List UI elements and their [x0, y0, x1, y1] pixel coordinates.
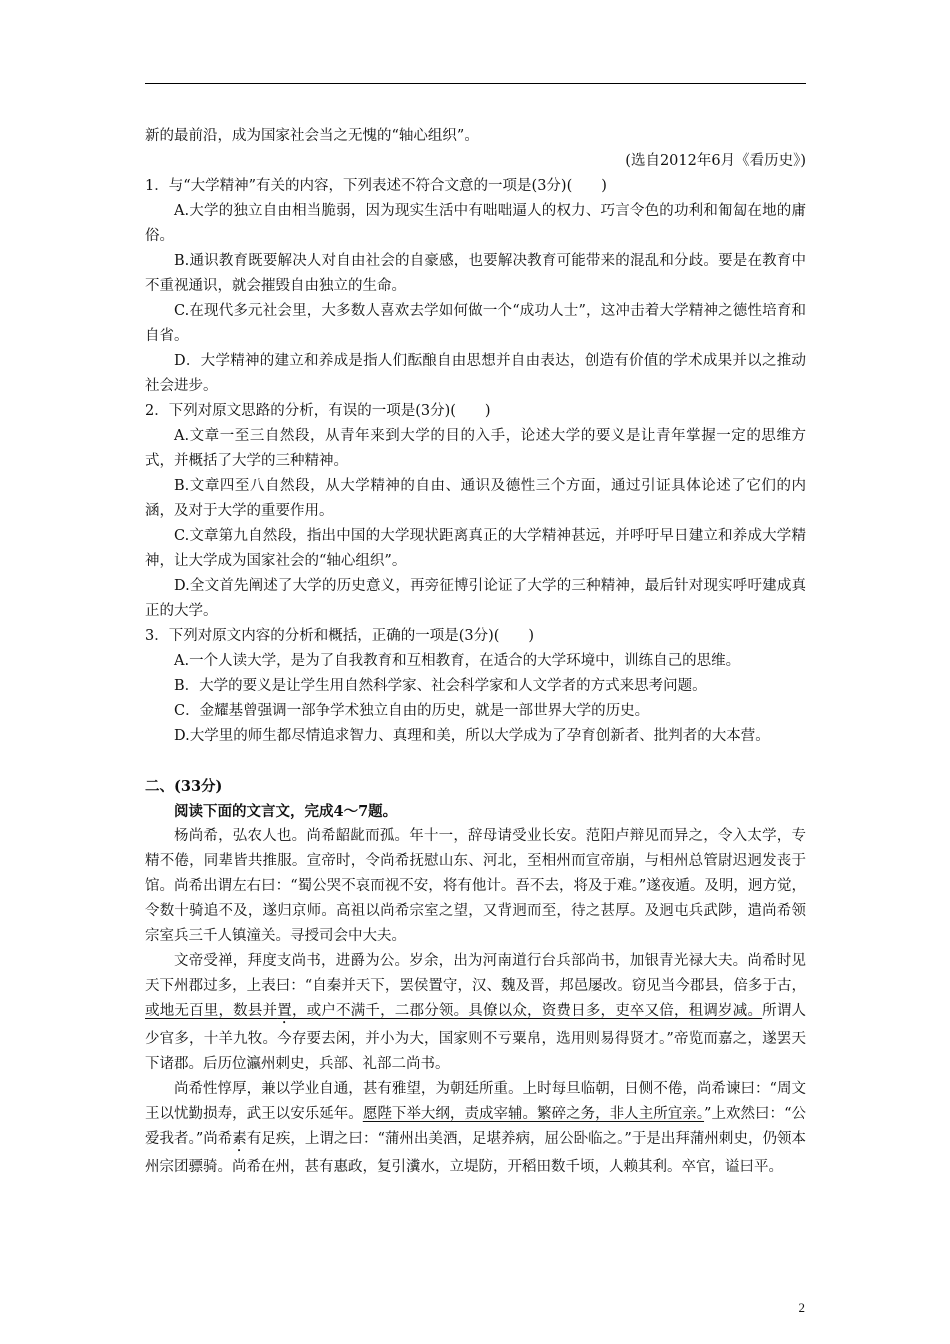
question-1-stem: 1．与“大学精神”有关的内容，下列表述不符合文意的一项是(3分)( ) [145, 178, 607, 194]
question-2-option-b: B.文章四至八自然段，从大学精神的自由、通识及德性三个方面，通过引证具体论述了它们的内涵，及对于大学的重要作用。 [145, 478, 806, 519]
question-3-stem: 3．下列对原文内容的分析和概括，正确的一项是(3分)( ) [145, 628, 535, 644]
question-3-option-d: D.大学里的师生都尽情追求智力、真理和美，所以大学成为了孕育创新者、批判者的大本营。 [174, 728, 770, 744]
source-citation: (选自2012年6月《看历史》) [625, 153, 806, 169]
question-1-option-d: D．大学精神的建立和养成是指人们酝酿自由思想并自由表达，创造有价值的学术成果并以之推动社会进步。 [145, 353, 806, 394]
question-3-option-a: A.一个人读大学，是为了自我教育和互相教育，在适合的大学环境中，训练自己的思维。 [174, 653, 741, 669]
emphasized-character: 置 [277, 1003, 292, 1019]
header-rule [145, 83, 806, 84]
classical-text-paragraph-3 [145, 1077, 806, 1180]
continuation-paragraph: 新的最前沿，成为国家社会当之无愧的“轴心组织”。 [145, 128, 479, 144]
paragraph-2-text-end: 所谓人少官多，十羊九牧。今存要去闲，并小为大，国家则不亏粟帛，选用则易得贤才。”帝览而嘉之，遂罢天下诸郡。后历位瀛州刺史，兵部、礼部二尚书。 [145, 1003, 807, 1072]
question-1-option-c: C.在现代多元社会里，大多数人喜欢去学如何做一个“成功人士”，这冲击着大学精神之德性培育和自省。 [145, 303, 806, 344]
underlined-sentence-1-part-1: 或地无百里，数县并 [145, 1003, 278, 1019]
classical-text-paragraph-1: 杨尚希，弘农人也。尚希龆龀而孤。年十一，辞母请受业长安。范阳卢辩见而异之，令入太学，专精不倦，同辈皆共推服。宣帝时，令尚希抚慰山东、河北，至相州而宣帝崩，与相州总管尉迟迥发丧于馆。尚希出谓左右曰：“蜀公哭不哀而视不安，将有他计。吾不去，将及于难。”遂夜遁。及明，迥方觉，令数十骑追不及，遂归京师。高祖以尚希宗室之望，又背迥而至，待之甚厚。及迥屯兵武陟，遣尚希领宗室兵三千人镇潼关。寻授司会中大夫。 [145, 828, 806, 944]
section-2-heading: 二、(33分) [145, 778, 223, 795]
section-spacer [145, 749, 806, 774]
question-3-option-c: C．金耀基曾强调一部争学术独立自由的历史，就是一部世界大学的历史。 [174, 703, 650, 719]
paragraph-3-text-mid: ”上欢然曰：“公爱我者。”尚希 [145, 1106, 807, 1147]
classical-text-paragraph-2 [145, 949, 806, 1077]
paragraph-3-text: 尚希性惇厚，兼以学业自通，甚有雅望，为朝廷所重。上时每旦临朝，日侧不倦，尚希谏曰：“周文王以忧勤损寿，武王以安乐延年。 [145, 1081, 806, 1122]
question-2-option-c: C.文章第九自然段，指出中国的大学现状距离真正的大学精神甚远，并呼吁早日建立和养成大学精神，让大学成为国家社会的“轴心组织”。 [145, 528, 806, 569]
page-number: 2 [798, 1300, 805, 1315]
question-3-option-b: B．大学的要义是让学生用自然科学家、社会科学家和人文学者的方式来思考问题。 [174, 678, 707, 694]
question-1-option-a: A.大学的独立自由相当脆弱，因为现实生活中有咄咄逼人的权力、巧言令色的功利和匍匐在地的庸俗。 [145, 203, 806, 244]
paragraph-2-text: 文帝受禅，拜度支尚书，进爵为公。岁余，出为河南道行台兵部尚书，加银青光禄大夫。尚希时见天下州郡过多，上表曰：“自秦并天下，罢侯置守，汉、魏及晋，邦邑屡改。窃见当今郡县，倍多于古， [145, 953, 806, 994]
underlined-sentence-1-part-2: ，或户不满千，二郡分领。具僚以众，资费日多，吏卒又倍，租调岁减。 [291, 1003, 763, 1019]
paragraph-3-text-end: 有足疾，上谓之曰：“蒲州出美酒，足堪养病，屈公卧临之。”于是出拜蒲州刺史，仍领本州宗团骠骑。尚希在州，甚有惠政，复引瀵水，立堤防，开稻田数千顷，人赖其利。卒官，谥曰平。 [145, 1131, 807, 1175]
question-2-option-a: A.文章一至三自然段，从青年来到大学的目的入手，论述大学的要义是让青年掌握一定的思维方式，并概括了大学的三种精神。 [145, 428, 806, 469]
question-2-option-d: D.全文首先阐述了大学的历史意义，再旁征博引论证了大学的三种精神，最后针对现实呼吁建成真正的大学。 [145, 578, 806, 619]
question-2-stem: 2．下列对原文思路的分析，有误的一项是(3分)( ) [145, 403, 491, 419]
underlined-sentence-2: 愿陛下举大纲，责成宰辅。繁碎之务，非人主所宜亲。 [362, 1106, 705, 1122]
underlined-sentence-1 [145, 1003, 762, 1019]
section-2-instruction: 阅读下面的文言文，完成4～7题。 [174, 803, 398, 820]
question-1-option-b: B.通识教育既要解决人对自由社会的自豪感，也要解决教育可能带来的混乱和分歧。要是在教育中不重视通识，就会摧毁自由独立的生命。 [145, 253, 806, 294]
document-body [145, 124, 806, 1180]
emphasized-character: 素 [232, 1131, 247, 1147]
